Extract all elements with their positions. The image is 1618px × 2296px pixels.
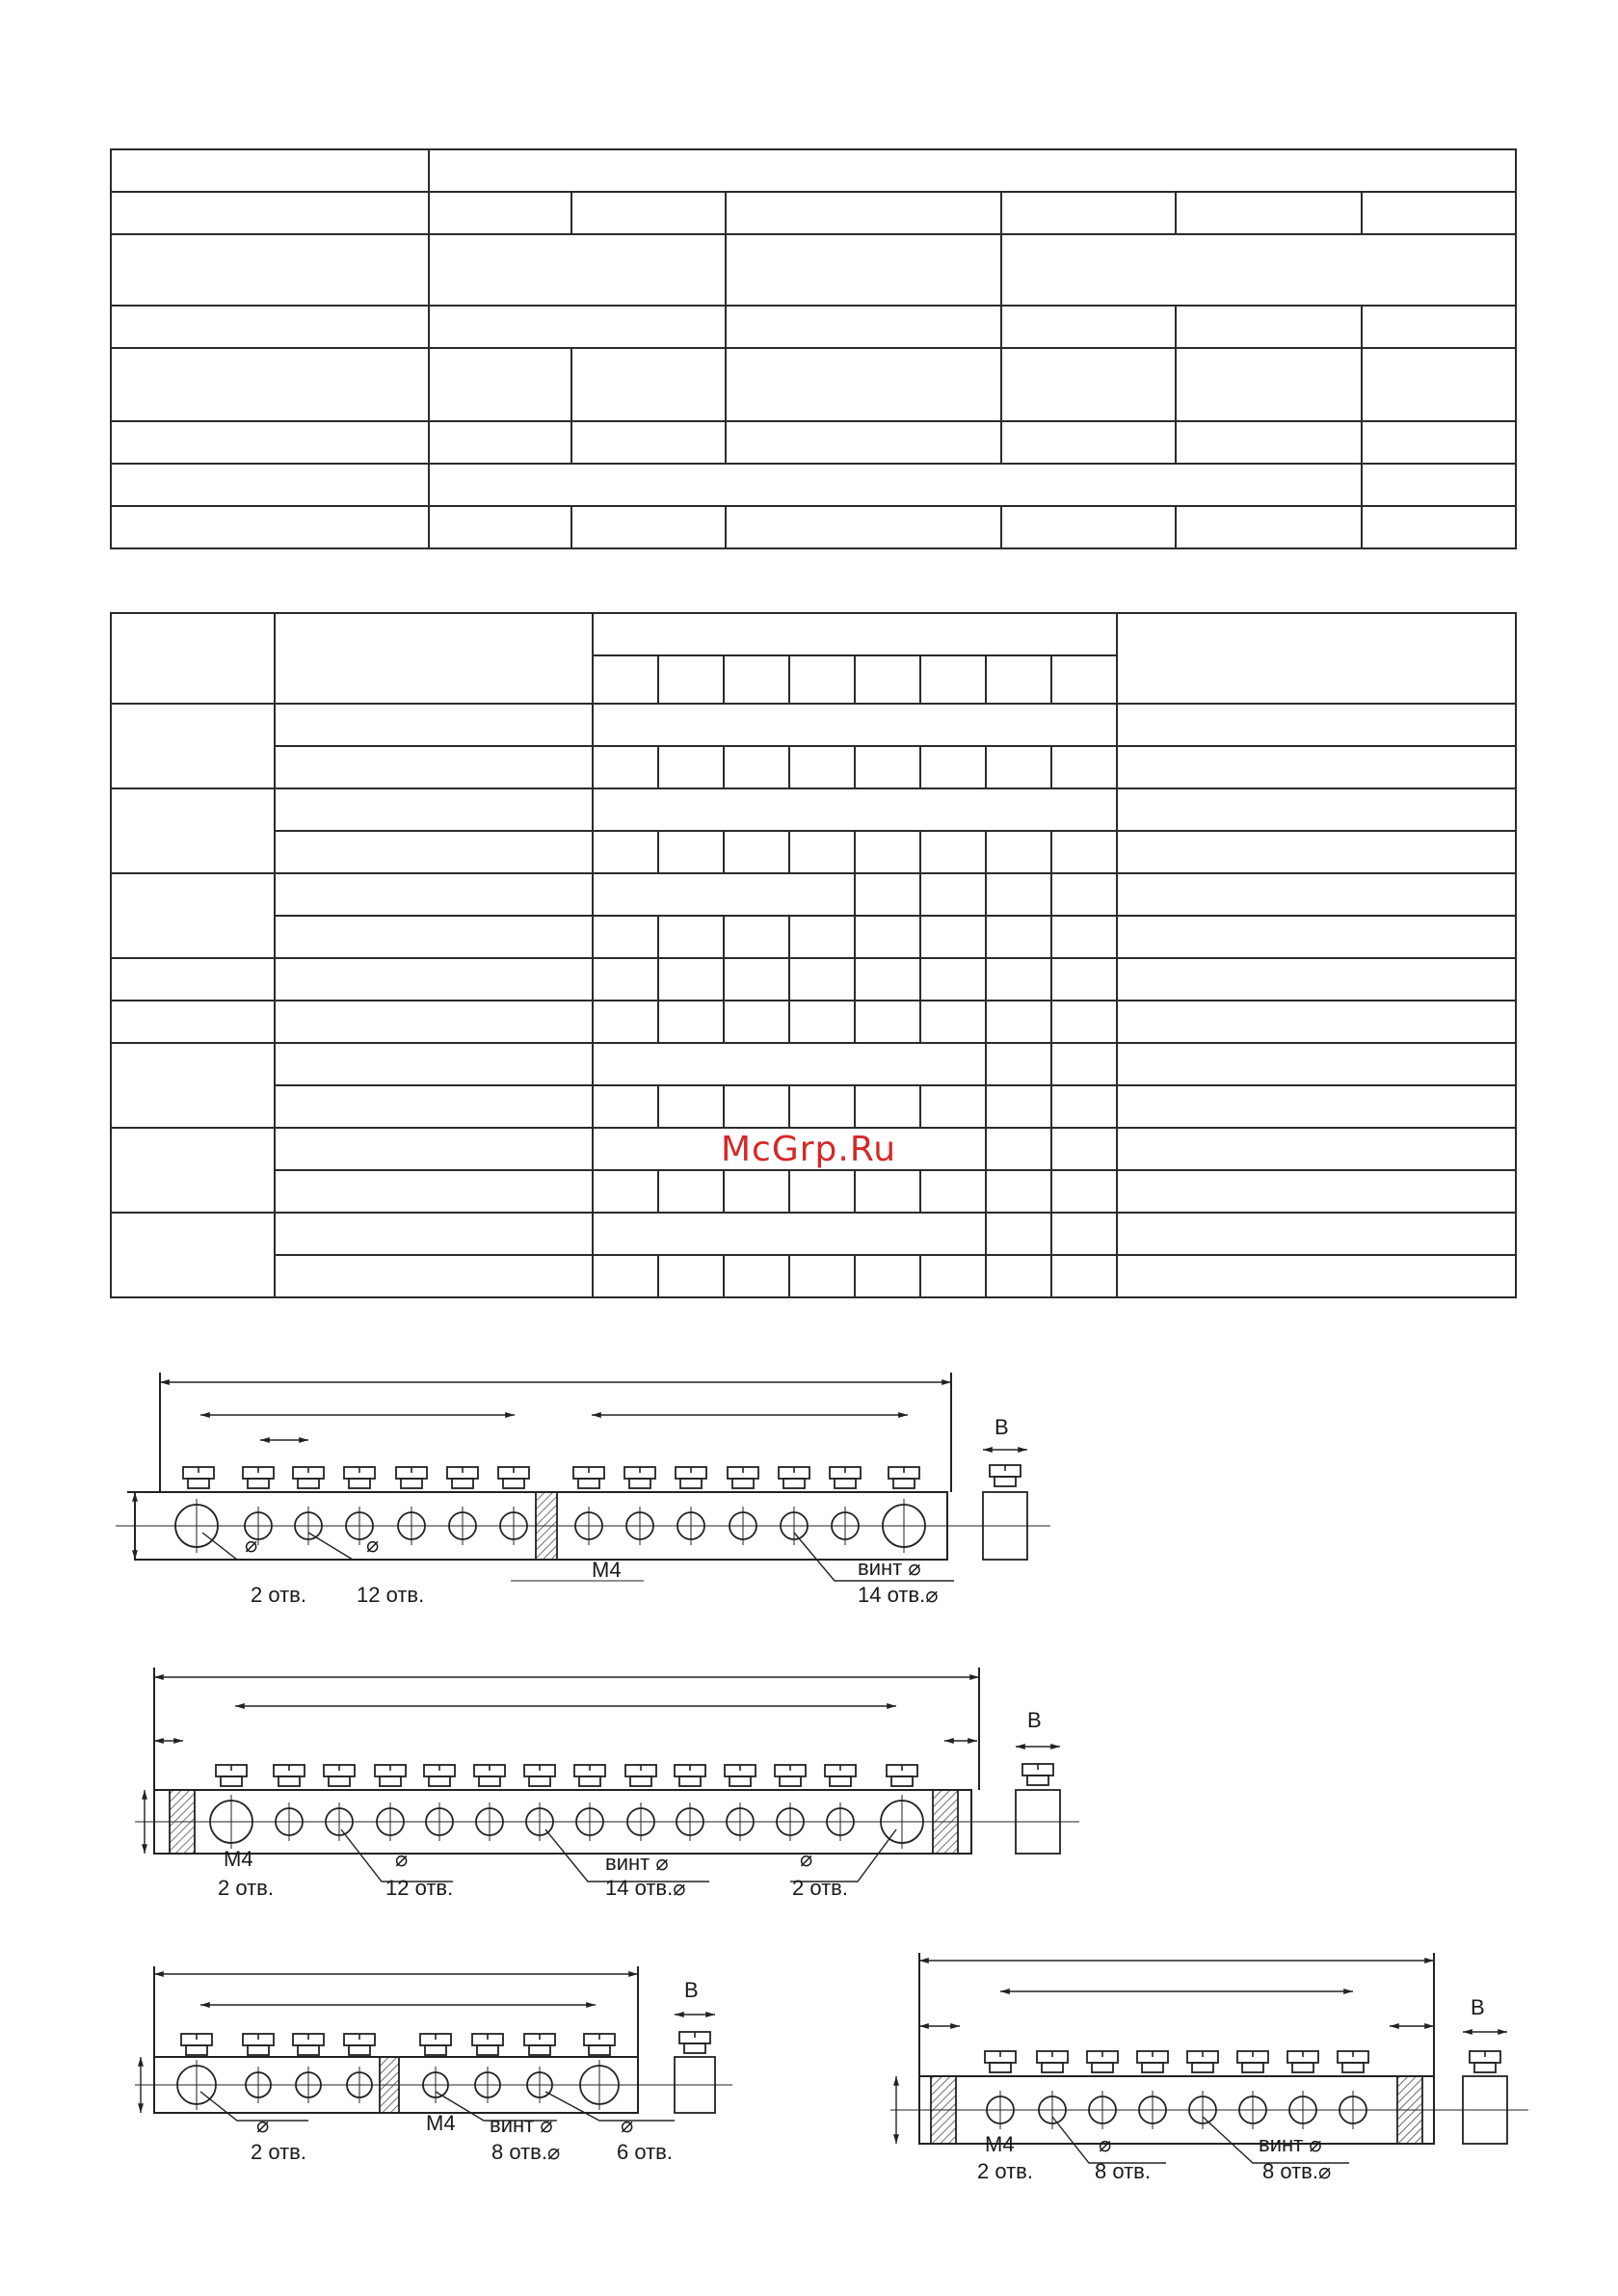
screw-body-icon (684, 2043, 705, 2053)
screw-body-icon (380, 1776, 401, 1786)
screw-label: винт ⌀ (490, 2113, 553, 2137)
screw-body-icon (780, 1776, 801, 1786)
screw-body-icon (349, 1479, 370, 1488)
hole-label: 12 отв. (357, 1583, 425, 1607)
screw-count: 14 отв.⌀ (858, 1583, 939, 1607)
screw-body-icon (630, 1776, 651, 1786)
screw-body-icon (1342, 2063, 1364, 2072)
width-label: B (684, 1978, 699, 2002)
screw-body-icon (990, 2063, 1011, 2072)
screw-label: винт ⌀ (605, 1851, 669, 1875)
screw-body-icon (629, 1479, 650, 1488)
screw-body-icon (429, 1776, 450, 1786)
diameter-symbol: ⌀ (1099, 2132, 1112, 2156)
drawing-3-labels (251, 1978, 699, 2164)
screw-body-icon (221, 1776, 242, 1786)
drawing-2-labels (218, 1708, 1042, 1900)
screw-count: 14 отв.⌀ (605, 1876, 686, 1900)
screw-body-icon (783, 1479, 805, 1488)
hatched-insulator (170, 1790, 195, 1854)
screw-body-icon (835, 1479, 856, 1488)
screw-body-icon (1027, 1775, 1048, 1785)
watermark: McGrp.Ru (721, 1130, 897, 1169)
screw-body-icon (732, 1479, 754, 1488)
hatched-insulator (536, 1492, 557, 1560)
screw-body-icon (298, 2045, 319, 2055)
hole-label: 2 отв. (792, 1876, 848, 1900)
hole-label: 2 отв. (218, 1876, 274, 1900)
hatched-insulator (931, 2076, 956, 2144)
screw-body-icon (279, 1776, 300, 1786)
width-label: B (995, 1415, 1009, 1439)
hatched-insulator (1397, 2076, 1422, 2144)
busbar-drawings (116, 1373, 1528, 2163)
diameter-symbol: ⌀ (621, 2113, 634, 2137)
hole-label: 6 отв. (617, 2140, 673, 2164)
diameter-symbol: ⌀ (256, 2113, 270, 2137)
screw-body-icon (1292, 2063, 1313, 2072)
screw-body-icon (425, 2045, 446, 2055)
screw-body-icon (680, 1479, 702, 1488)
width-label: B (1471, 1995, 1485, 2019)
hole-label: 2 отв. (251, 1583, 306, 1607)
hatched-insulator (933, 1790, 958, 1854)
screw-body-icon (349, 2045, 370, 2055)
screw-body-icon (248, 2045, 269, 2055)
screw-body-icon (729, 1776, 751, 1786)
screw-body-icon (1242, 2063, 1263, 2072)
screw-count: 8 отв.⌀ (1262, 2159, 1332, 2183)
screw-body-icon (529, 2045, 550, 2055)
hole-label: 2 отв. (251, 2140, 306, 2164)
screw-body-icon (578, 1479, 599, 1488)
diameter-symbol: ⌀ (245, 1533, 258, 1557)
thread-label: M4 (224, 1847, 253, 1871)
screw-body-icon (477, 2045, 498, 2055)
screw-body-icon (188, 1479, 209, 1488)
hole-label: 12 отв. (385, 1876, 454, 1900)
hatched-insulator (380, 2057, 399, 2113)
thread-label: M4 (592, 1558, 622, 1582)
screw-body-icon (529, 1776, 550, 1786)
screw-body-icon (329, 1776, 350, 1786)
screw-body-icon (679, 1776, 701, 1786)
screw-body-icon (479, 1776, 500, 1786)
screw-body-icon (1042, 2063, 1063, 2072)
leader-line (545, 2092, 675, 2121)
screw-body-icon (579, 1776, 600, 1786)
screw-body-icon (995, 1477, 1016, 1486)
screw-body-icon (891, 1776, 913, 1786)
screw-body-icon (452, 1479, 473, 1488)
thread-label: M4 (426, 2111, 456, 2135)
screw-body-icon (298, 1479, 319, 1488)
screw-body-icon (1092, 2063, 1113, 2072)
diameter-symbol: ⌀ (395, 1847, 409, 1871)
diameter-symbol: ⌀ (366, 1533, 380, 1557)
screw-count: 8 отв.⌀ (491, 2140, 561, 2164)
screw-body-icon (1474, 2063, 1496, 2072)
screw-body-icon (893, 1479, 915, 1488)
screw-body-icon (186, 2045, 207, 2055)
screw-label: винт ⌀ (858, 1556, 921, 1580)
screw-body-icon (401, 1479, 422, 1488)
screw-body-icon (1192, 2063, 1213, 2072)
thread-label: M4 (985, 2132, 1015, 2156)
screw-body-icon (589, 2045, 610, 2055)
screw-label: винт ⌀ (1259, 2132, 1322, 2156)
screw-body-icon (1142, 2063, 1163, 2072)
diameter-symbol: ⌀ (800, 1847, 813, 1871)
hole-label: 8 отв. (1095, 2159, 1151, 2183)
hole-label: 2 отв. (977, 2159, 1033, 2183)
screw-body-icon (830, 1776, 851, 1786)
screw-body-icon (248, 1479, 269, 1488)
width-label: B (1027, 1708, 1042, 1732)
screw-body-icon (503, 1479, 524, 1488)
